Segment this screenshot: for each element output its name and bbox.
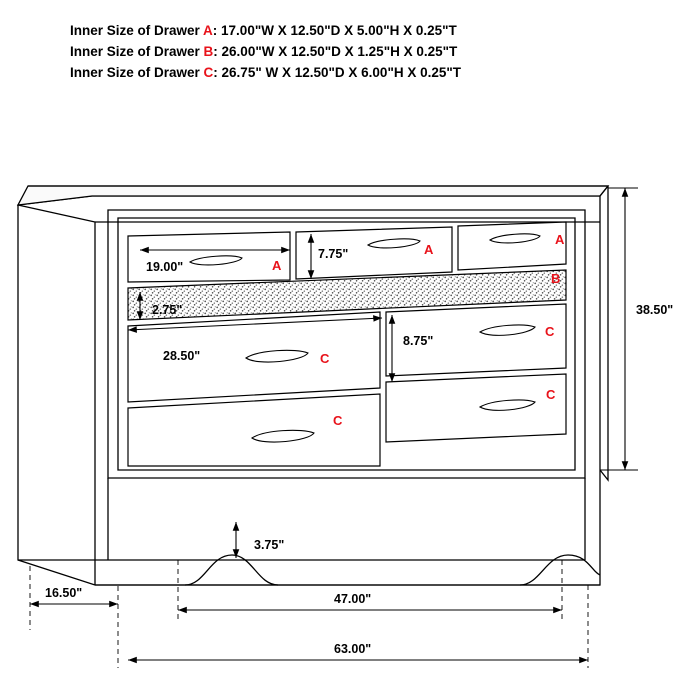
spec-a-letter: A (203, 23, 213, 38)
drawer-letter-c-right-lower: C (546, 387, 556, 402)
drawer-letter-c-left-lower: C (333, 413, 343, 428)
drawer-letter-a-right: A (555, 232, 565, 247)
spec-b-rest: : 26.00"W X 12.50"D X 1.25"H X 0.25"T (213, 44, 458, 59)
spec-c-prefix: Inner Size of Drawer (70, 65, 204, 80)
dim-height-385: 38.50" (636, 303, 674, 317)
dim-height-375: 3.75" (254, 538, 285, 552)
spec-a-prefix: Inner Size of Drawer (70, 23, 204, 38)
drawer-letter-a-middle: A (424, 242, 434, 257)
drawer-c-right-lower (386, 374, 566, 442)
spec-c-rest: : 26.75" W X 12.50"D X 6.00"H X 0.25"T (213, 65, 462, 80)
dim-width-63: 63.00" (334, 642, 372, 656)
drawer-a-right (458, 222, 566, 270)
dim-height-275: 2.75" (152, 303, 183, 317)
dim-depth-165: 16.50" (45, 586, 83, 600)
drawer-letter-a-left: A (272, 258, 282, 273)
drawer-letter-c-left-upper: C (320, 351, 330, 366)
drawer-letter-b: B (551, 271, 561, 286)
spec-c-letter: C (203, 65, 214, 80)
dim-width-47: 47.00" (334, 592, 372, 606)
spec-b-letter: B (203, 44, 214, 59)
spec-a-rest: : 17.00"W X 12.50"D X 5.00"H X 0.25"T (212, 23, 457, 38)
spec-b-prefix: Inner Size of Drawer (70, 44, 204, 59)
dim-width-285: 28.50" (163, 349, 201, 363)
dim-height-775: 7.75" (318, 247, 349, 261)
dim-height-875: 8.75" (403, 334, 434, 348)
drawer-letter-c-right-upper: C (545, 324, 555, 339)
dim-width-19: 19.00" (146, 260, 184, 274)
